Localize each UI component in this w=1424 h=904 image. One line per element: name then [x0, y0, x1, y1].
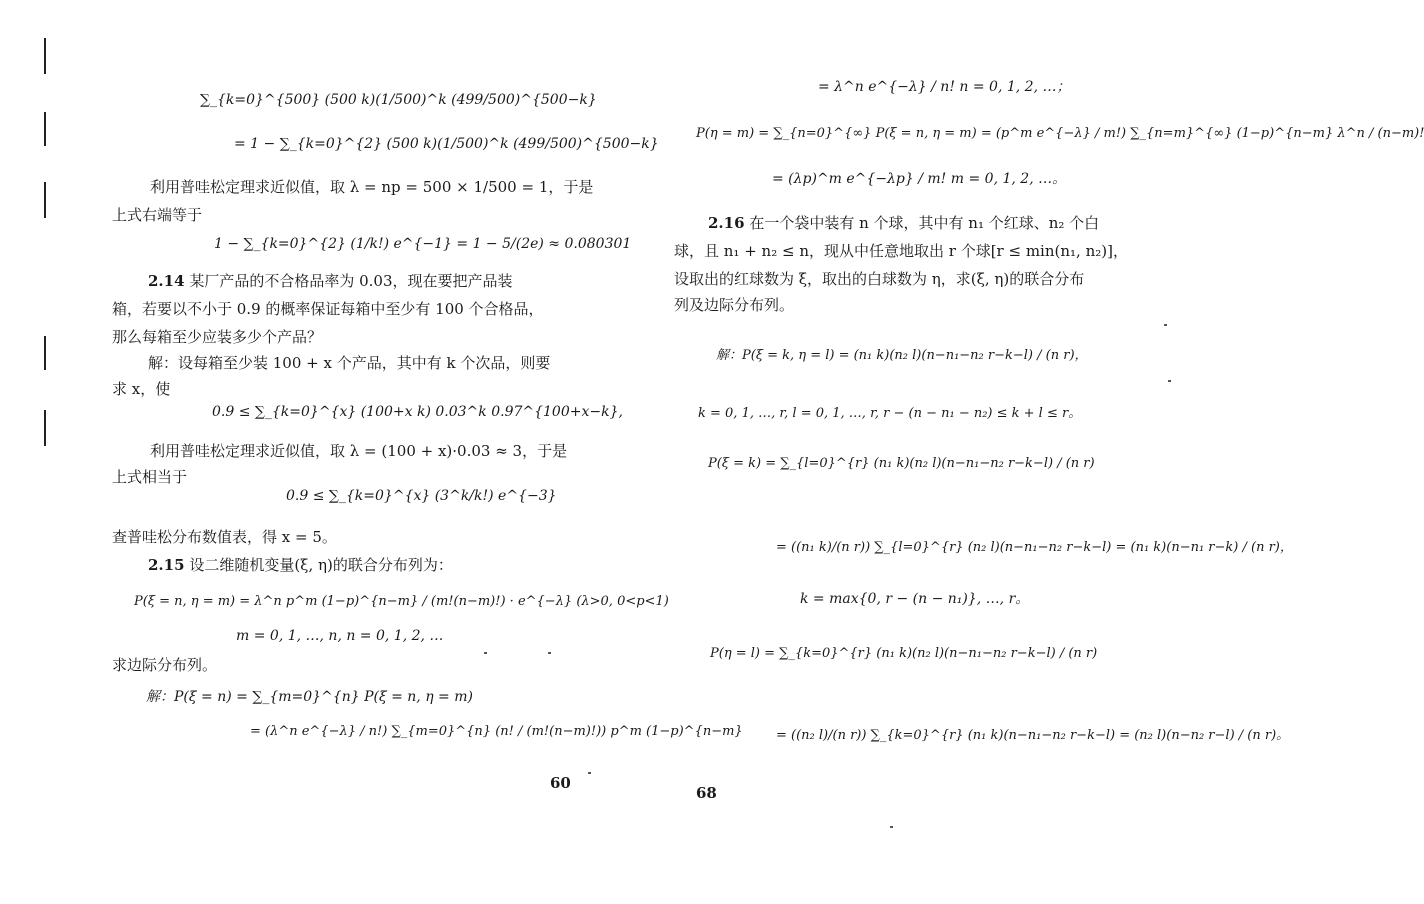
formula-complement: = 1 − ∑_{k=0}^{2} (500 k)(1/500)^k (499/500)^{500−k} [234, 136, 659, 152]
formula-marginal-xi-result: = ((n₁ k)/(n r)) ∑_{l=0}^{r} (n₂ l)(n−n₁−n₂ r−k−l) = (n₁ k)(n−n₁ r−k) / (n r)， [776, 540, 1293, 555]
scan-edge-mark [44, 182, 46, 218]
formula-poisson-inequality: 0.9 ≤ ∑_{k=0}^{x} (3^k/k!) e^{−3} [286, 488, 557, 504]
problem-2-14-line-2: 箱，若要以不小于 0.9 的概率保证每箱中至少有 100 个合格品， [112, 300, 544, 318]
problem-2-15 [148, 554, 453, 576]
formula-marginal-xi-expanded: = (λ^n e^{−λ} / n!) ∑_{m=0}^{n} (n! / (m!(n−m)!)) p^m (1−p)^{n−m} [250, 724, 743, 739]
formula-poisson-xi: = λ^n e^{−λ} / n! n = 0, 1, 2, …； [818, 79, 1071, 95]
paragraph-poisson-approx-2: 利用普哇松定理求近似值，取 λ = (100 + x)·0.03 ≈ 3，于是 [150, 442, 568, 460]
right-page [640, 0, 1424, 904]
scan-speck [1168, 380, 1171, 382]
problem-2-16-line-1 [708, 212, 1099, 234]
problem-2-16-line-2: 球，且 n₁ + n₂ ≤ n，现从中任意地取出 r 个球[r ≤ min(n₁, n₂)]， [674, 242, 1128, 260]
formula-joint-range: k = 0, 1, …, r, l = 0, 1, …, r, r − (n − n₁ − n₂) ≤ k + l ≤ r。 [698, 406, 1082, 421]
solution-2-14-line-1: 解：设每箱至少装 100 + x 个产品，其中有 k 个次品，则要 [148, 354, 551, 372]
formula-marginal-eta-result: = (λp)^m e^{−λp} / m! m = 0, 1, 2, …。 [772, 171, 1067, 187]
formula-joint-distribution: P(ξ = n, η = m) = λ^n p^m (1−p)^{n−m} / (m!(n−m)!) · e^{−λ} (λ>0, 0<p<1) [134, 594, 669, 609]
paragraph-poisson-approx-2-cont: 上式相当于 [112, 468, 188, 486]
problem-2-14-line-1 [148, 270, 513, 292]
page-number: 60 [550, 774, 571, 792]
problem-2-16-line-4: 列及边际分布列。 [674, 296, 795, 314]
formula-index-range: m = 0, 1, …, n, n = 0, 1, 2, … [236, 628, 444, 644]
formula-approx-result: 1 − ∑_{k=0}^{2} (1/k!) e^{−1} = 1 − 5/(2e) ≈ 0.080301 [214, 236, 632, 252]
scan-edge-mark [44, 336, 46, 370]
formula-hypergeometric-joint: 解：P(ξ = k, η = l) = (n₁ k)(n₂ l)(n−n₁−n₂ r−k−l) / (n r)， [716, 348, 1088, 363]
scan-edge-mark [44, 112, 46, 146]
scan-speck [484, 652, 487, 654]
paragraph-poisson-approx-1-cont: 上式右端等于 [112, 206, 203, 224]
page-number: 68 [696, 784, 717, 802]
solution-2-14-line-2: 求 x，使 [112, 380, 171, 398]
formula-marginal-eta-sum: P(η = l) = ∑_{k=0}^{r} (n₁ k)(n₂ l)(n−n₁−n₂ r−k−l) / (n r) [710, 646, 1098, 661]
problem-number: 2.14 [148, 272, 185, 290]
scan-speck [588, 772, 591, 774]
scan-speck [1164, 324, 1167, 326]
problem-text: 某厂产品的不合格品率为 0.03，现在要把产品装 [189, 272, 513, 290]
scan-edge-mark [44, 38, 46, 74]
formula-marginal-eta-hyper: = ((n₂ l)/(n r)) ∑_{k=0}^{r} (n₁ k)(n−n₁−n₂ r−k−l) = (n₂ l)(n−n₂ r−l) / (n r)。 [776, 728, 1290, 743]
problem-text: 在一个袋中装有 n 个球，其中有 n₁ 个红球、n₂ 个白 [749, 214, 1100, 232]
problem-2-16-line-3: 设取出的红球数为 ξ，取出的白球数为 η，求(ξ, η)的联合分布 [674, 270, 1085, 288]
formula-k-range: k = max{0, r − (n − n₁)}, …, r。 [800, 591, 1030, 607]
problem-number: 2.15 [148, 556, 185, 574]
formula-sum-binomial: ∑_{k=0}^{500} (500 k)(1/500)^k (499/500)^{500−k} [200, 92, 597, 108]
scan-speck [548, 652, 551, 654]
problem-text: 设二维随机变量(ξ, η)的联合分布列为： [189, 556, 453, 574]
paragraph-result: 查普哇松分布数值表，得 x = 5。 [112, 528, 337, 546]
problem-number: 2.16 [708, 214, 745, 232]
formula-inequality: 0.9 ≤ ∑_{k=0}^{x} (100+x k) 0.03^k 0.97^{100+x−k}, [212, 404, 623, 420]
formula-marginal-xi: 解：P(ξ = n) = ∑_{m=0}^{n} P(ξ = n, η = m) [146, 689, 473, 705]
scan-edge-mark [44, 410, 46, 446]
problem-2-15-ask: 求边际分布列。 [112, 656, 218, 674]
formula-marginal-xi-sum: P(ξ = k) = ∑_{l=0}^{r} (n₁ k)(n₂ l)(n−n₁−n₂ r−k−l) / (n r) [708, 456, 1095, 471]
formula-marginal-eta: P(η = m) = ∑_{n=0}^{∞} P(ξ = n, η = m) = (p^m e^{−λ} / m!) ∑_{n=m}^{∞} (1−p)^{n−m} λ^n / (n−m)! [696, 126, 1424, 141]
scan-speck [890, 826, 893, 828]
problem-2-14-line-3: 那么每箱至少应装多少个产品？ [112, 328, 323, 346]
paragraph-poisson-approx-1: 利用普哇松定理求近似值，取 λ = np = 500 × 1/500 = 1，于是 [150, 178, 594, 196]
